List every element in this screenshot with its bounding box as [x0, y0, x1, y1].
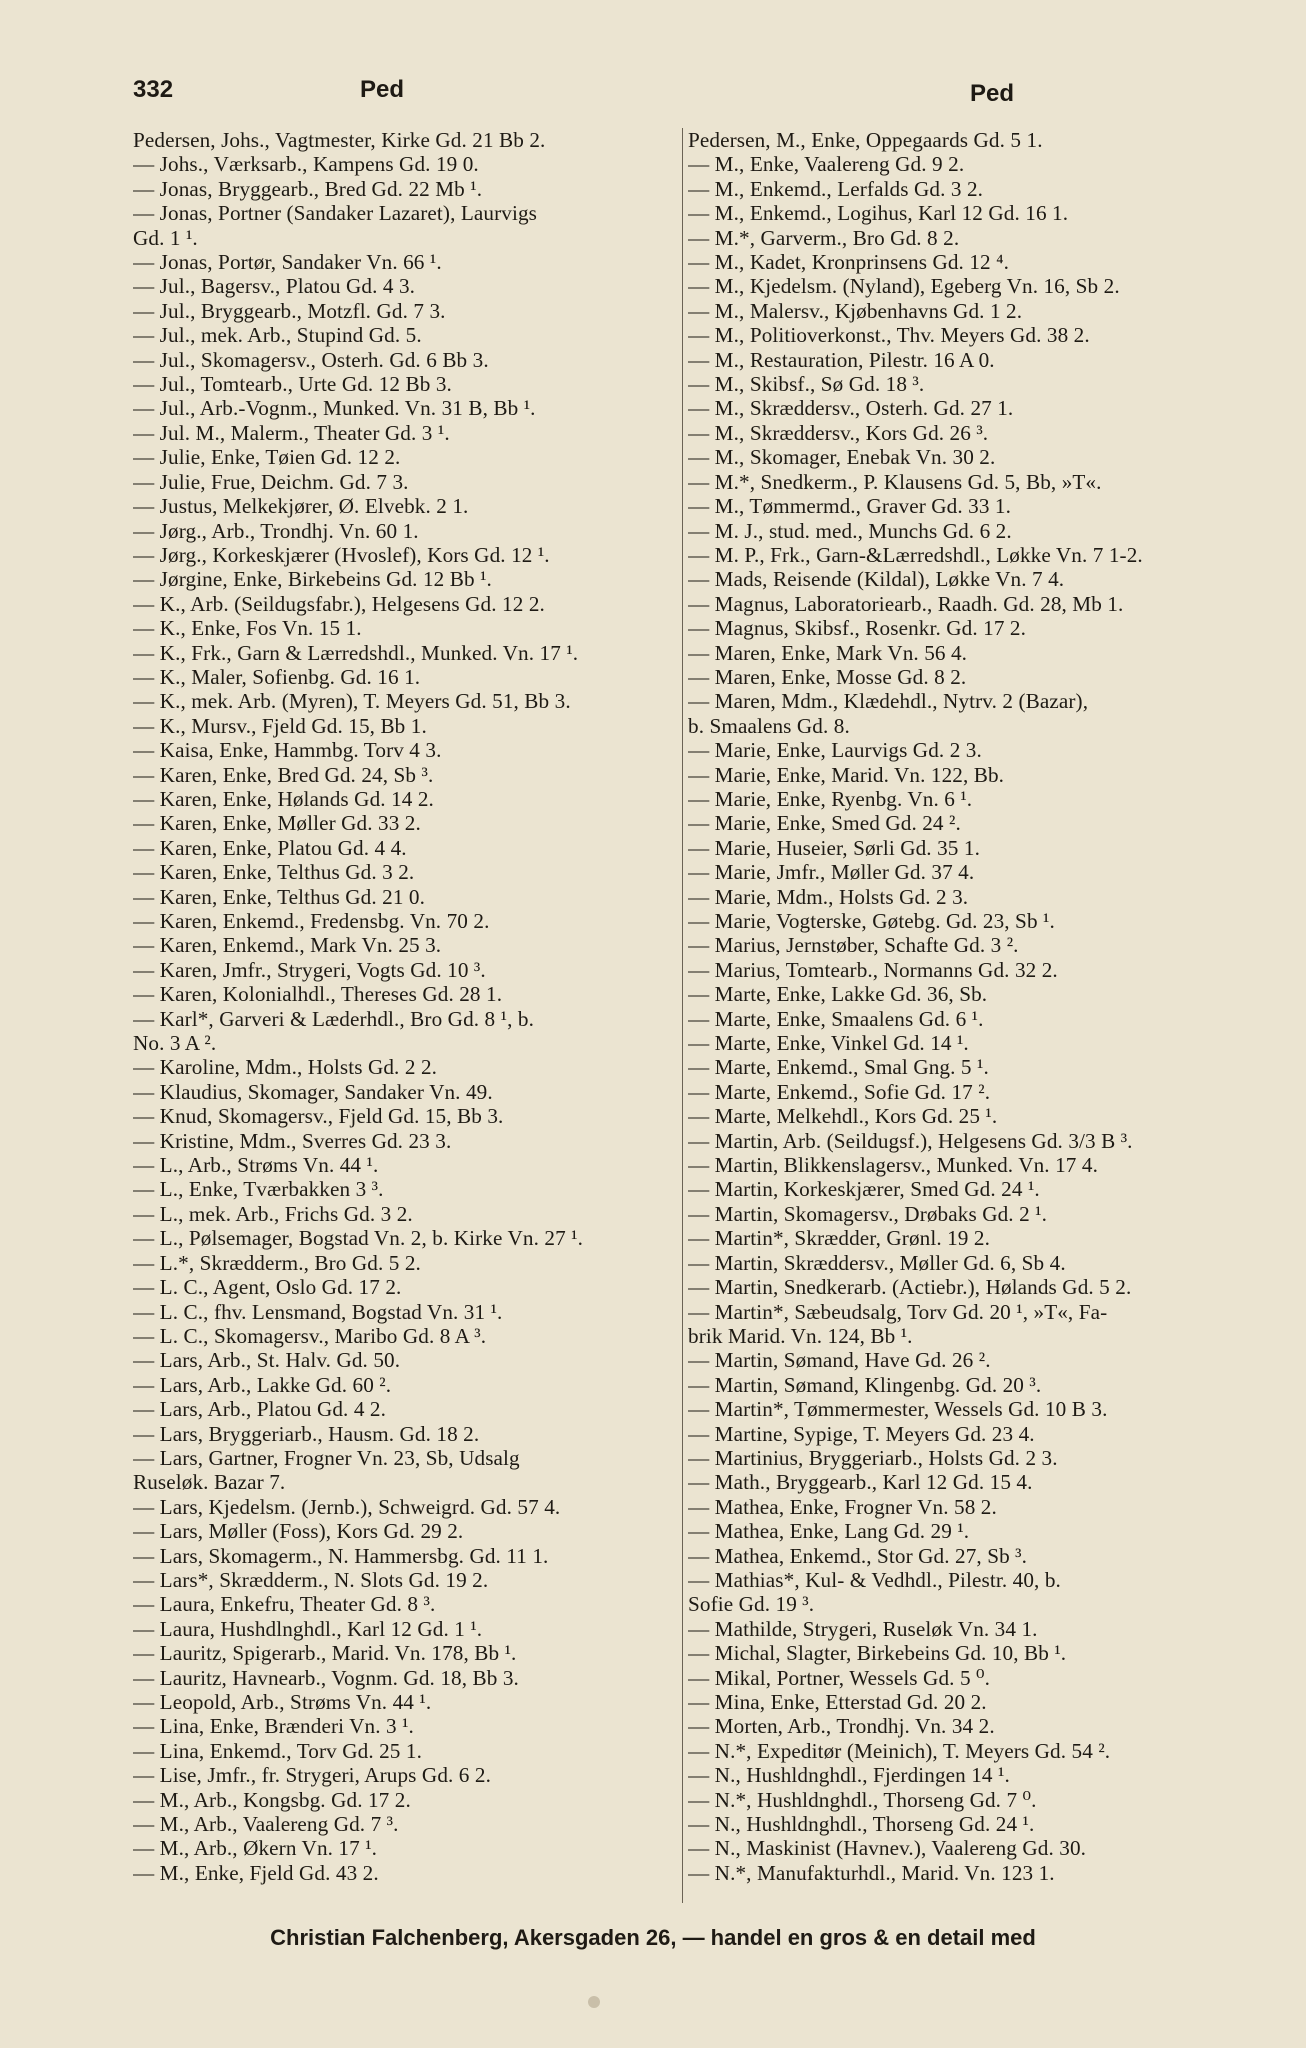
directory-entry: — K., Mursv., Fjeld Gd. 15, Bb 1.	[133, 713, 427, 738]
directory-entry: brik Marid. Vn. 124, Bb ¹.	[688, 1323, 913, 1348]
directory-entry: — Martin, Skomagersv., Drøbaks Gd. 2 ¹.	[688, 1201, 1048, 1226]
directory-entry: — Karen, Jmfr., Strygeri, Vogts Gd. 10 ³.	[133, 957, 486, 982]
directory-entry: — Martin*, Sæbeudsalg, Torv Gd. 20 ¹, »T«, Fa-	[688, 1299, 1108, 1324]
directory-entry: — Marie, Vogterske, Gøtebg. Gd. 23, Sb ¹.	[688, 909, 1055, 933]
directory-entry: — Karen, Enke, Platou Gd. 4 4.	[133, 835, 407, 860]
directory-entry: — Karen, Kolonialhdl., Thereses Gd. 28 1.	[133, 982, 503, 1007]
directory-entry: — M., Arb., Kongsbg. Gd. 17 2.	[133, 1787, 411, 1812]
directory-entry: — Jonas, Portør, Sandaker Vn. 66 ¹.	[133, 250, 442, 275]
directory-entry: — L. C., Agent, Oslo Gd. 17 2.	[133, 1275, 402, 1300]
directory-entry: — M., Skomager, Enebak Vn. 30 2.	[688, 445, 996, 470]
directory-entry: — M., Enkemd., Logihus, Karl 12 Gd. 16 1.	[688, 201, 1069, 226]
directory-entry: — Julie, Enke, Tøien Gd. 12 2.	[133, 445, 401, 470]
right-column-heading: Ped	[970, 80, 1015, 107]
directory-entry: — Magnus, Laboratoriearb., Raadh. Gd. 28, Mb 1.	[688, 591, 1124, 616]
directory-entry: — Karen, Enke, Hølands Gd. 14 2.	[133, 786, 434, 811]
directory-entry: — Martin, Snedkerarb. (Actiebr.), Hølands Gd. 5 2.	[688, 1275, 1132, 1300]
directory-entry: — Jul., Bryggearb., Motzfl. Gd. 7 3.	[133, 298, 446, 323]
left-column-heading: Ped	[360, 76, 405, 103]
directory-entry: — Marte, Enke, Lakke Gd. 36, Sb.	[688, 982, 988, 1007]
directory-entry: — Jul., Skomagersv., Osterh. Gd. 6 Bb 3.	[133, 347, 489, 372]
directory-entry: — Leopold, Arb., Strøms Vn. 44 ¹.	[133, 1690, 432, 1714]
directory-entry: — Mathias*, Kul- & Vedhdl., Pilestr. 40, b.	[688, 1567, 1061, 1592]
directory-entry: — Lars*, Skrædderm., N. Slots Gd. 19 2.	[133, 1567, 489, 1592]
directory-entry: — Marius, Tomtearb., Normanns Gd. 32 2.	[688, 957, 1058, 982]
directory-entry: — Lina, Enke, Brænderi Vn. 3 ¹.	[133, 1714, 414, 1739]
directory-entry: — Knud, Skomagersv., Fjeld Gd. 15, Bb 3.	[133, 1104, 504, 1129]
column-divider	[682, 128, 683, 1903]
directory-entry: — Karen, Enke, Telthus Gd. 21 0.	[133, 884, 426, 909]
directory-entry: — M., Enke, Fjeld Gd. 43 2.	[133, 1860, 379, 1885]
directory-entry: — L. C., fhv. Lensmand, Bogstad Vn. 31 ¹.	[133, 1299, 503, 1324]
directory-entry: — L.*, Skrædderm., Bro Gd. 5 2.	[133, 1250, 421, 1275]
directory-entry: — Lars, Bryggeriarb., Hausm. Gd. 18 2.	[133, 1421, 480, 1446]
directory-entry: — N., Hushldnghdl., Fjerdingen 14 ¹.	[688, 1763, 1010, 1788]
directory-entry: — Martin*, Skrædder, Grønl. 19 2.	[688, 1226, 990, 1251]
directory-entry: — Klaudius, Skomager, Sandaker Vn. 49.	[133, 1079, 493, 1104]
directory-entry: — Kristine, Mdm., Sverres Gd. 23 3.	[133, 1128, 452, 1153]
directory-entry: — Karl*, Garveri & Læderhdl., Bro Gd. 8 ¹, b.	[133, 1006, 534, 1031]
directory-entry: — M., Arb., Vaalereng Gd. 7 ³.	[133, 1812, 399, 1837]
directory-entry: — Karen, Enke, Telthus Gd. 3 2.	[133, 860, 415, 885]
directory-entry: — N., Hushldnghdl., Thorseng Gd. 24 ¹.	[688, 1812, 1035, 1837]
directory-entry: — K., Enke, Fos Vn. 15 1.	[133, 616, 362, 641]
right-column	[688, 128, 1246, 1908]
directory-entry: — Karen, Enke, Møller Gd. 33 2.	[133, 811, 421, 836]
directory-entry: — Jul., Arb.-Vognm., Munked. Vn. 31 B, Bb ¹.	[133, 396, 536, 421]
directory-entry: — L., Pølsemager, Bogstad Vn. 2, b. Kirke Vn. 27 ¹.	[133, 1226, 584, 1251]
directory-entry: — Martin, Sømand, Have Gd. 26 ².	[688, 1348, 991, 1373]
directory-entry: — M., Politioverkonst., Thv. Meyers Gd. 38 2.	[688, 323, 1090, 348]
directory-entry: — M., Kjedelsm. (Nyland), Egeberg Vn. 16, Sb 2.	[688, 274, 1120, 299]
directory-entry: — M., Malersv., Kjøbenhavns Gd. 1 2.	[688, 298, 1023, 323]
directory-entry: — Maren, Mdm., Klædehdl., Nytrv. 2 (Bazar),	[688, 689, 1089, 714]
directory-entry: — Lars, Arb., St. Halv. Gd. 50.	[133, 1348, 401, 1373]
directory-entry: — M. P., Frk., Garn-&Lærredshdl., Løkke Vn. 7 1-2.	[688, 542, 1143, 567]
directory-entry: — Martin, Arb. (Seildugsf.), Helgesens Gd. 3/3 B ³.	[688, 1128, 1133, 1153]
directory-entry: — Marie, Enke, Laurvigs Gd. 2 3.	[688, 738, 982, 763]
directory-entry: — Jul., Tomtearb., Urte Gd. 12 Bb 3.	[133, 372, 452, 397]
directory-entry: — Lina, Enkemd., Torv Gd. 25 1.	[133, 1738, 422, 1763]
directory-entry: — N.*, Manufakturhdl., Marid. Vn. 123 1.	[688, 1860, 1055, 1885]
directory-entry: — Martinius, Bryggeriarb., Holsts Gd. 2 3.	[688, 1445, 1058, 1470]
directory-entry: — M., Skræddersv., Kors Gd. 26 ³.	[688, 420, 989, 445]
directory-entry: — N.*, Expeditør (Meinich), T. Meyers Gd. 54 ².	[688, 1738, 1111, 1763]
directory-entry: — Jørg., Korkeskjærer (Hvoslef), Kors Gd. 12 ¹.	[133, 542, 550, 567]
directory-entry: — Marie, Huseier, Sørli Gd. 35 1.	[688, 835, 980, 860]
directory-entry: — M., Enke, Vaalereng Gd. 9 2.	[688, 152, 965, 177]
directory-entry: — Jonas, Portner (Sandaker Lazaret), Laurvigs	[133, 201, 537, 226]
directory-entry: — Lauritz, Havnearb., Vognm. Gd. 18, Bb 3.	[133, 1665, 519, 1690]
directory-entry: — Jul. M., Malerm., Theater Gd. 3 ¹.	[133, 420, 450, 445]
directory-entry: — Marie, Enke, Smed Gd. 24 ².	[688, 811, 961, 836]
directory-entry: — Marie, Enke, Marid. Vn. 122, Bb.	[688, 762, 1005, 787]
directory-entry: — Mikal, Portner, Wessels Gd. 5 ⁰.	[688, 1665, 991, 1690]
directory-entry: Ruseløk. Bazar 7.	[133, 1470, 286, 1495]
directory-entry: — M., Kadet, Kronprinsens Gd. 12 ⁴.	[688, 250, 1010, 275]
directory-entry: — L. C., Skomagersv., Maribo Gd. 8 A ³.	[133, 1323, 487, 1348]
directory-entry: — Julie, Frue, Deichm. Gd. 7 3.	[133, 469, 409, 494]
directory-entry: — Marte, Enkemd., Sofie Gd. 17 ².	[688, 1079, 991, 1104]
directory-entry: — L., Arb., Strøms Vn. 44 ¹.	[133, 1153, 379, 1178]
directory-entry: — Mads, Reisende (Kildal), Løkke Vn. 7 4.	[688, 567, 1065, 592]
directory-entry: — Mathilde, Strygeri, Ruseløk Vn. 34 1.	[688, 1616, 1038, 1641]
directory-entry: Sofie Gd. 19 ³.	[688, 1592, 815, 1617]
directory-entry: — Marte, Melkehdl., Kors Gd. 25 ¹.	[688, 1104, 998, 1129]
directory-entry: — M. J., stud. med., Munchs Gd. 6 2.	[688, 518, 1012, 543]
directory-entry: Pedersen, M., Enke, Oppegaards Gd. 5 1.	[688, 128, 1043, 152]
directory-entry: — Michal, Slagter, Birkebeins Gd. 10, Bb ¹.	[688, 1641, 1067, 1666]
directory-entry: — K., Maler, Sofienbg. Gd. 16 1.	[133, 664, 421, 689]
directory-entry: — M., Skibsf., Sø Gd. 18 ³.	[688, 372, 925, 397]
directory-entry: — M., Enkemd., Lerfalds Gd. 3 2.	[688, 176, 984, 201]
directory-entry: — Marte, Enkemd., Smal Gng. 5 ¹.	[688, 1055, 989, 1080]
directory-entry: — M., Restauration, Pilestr. 16 A 0.	[688, 347, 995, 372]
directory-entry: — Maren, Enke, Mark Vn. 56 4.	[688, 640, 968, 665]
directory-entry: — Magnus, Skibsf., Rosenkr. Gd. 17 2.	[688, 616, 1027, 641]
directory-entry: — K., Frk., Garn & Lærredshdl., Munked. Vn. 17 ¹.	[133, 640, 579, 665]
directory-entry: b. Smaalens Gd. 8.	[688, 713, 850, 738]
directory-entry: — M.*, Snedkerm., P. Klausens Gd. 5, Bb, »T«.	[688, 469, 1102, 494]
directory-entry: — Laura, Hushdlnghdl., Karl 12 Gd. 1 ¹.	[133, 1616, 483, 1641]
directory-entry: — K., mek. Arb. (Myren), T. Meyers Gd. 51, Bb 3.	[133, 689, 571, 714]
directory-entry: — Marte, Enke, Vinkel Gd. 14 ¹.	[688, 1031, 969, 1056]
directory-entry: — M.*, Garverm., Bro Gd. 8 2.	[688, 225, 960, 250]
directory-entry: — Marte, Enke, Smaalens Gd. 6 ¹.	[688, 1006, 984, 1031]
directory-entry: — Justus, Melkekjører, Ø. Elvebk. 2 1.	[133, 494, 469, 519]
directory-entry: — Lars, Kjedelsm. (Jernb.), Schweigrd. Gd. 57 4.	[133, 1494, 561, 1519]
directory-entry: — Lars, Arb., Lakke Gd. 60 ².	[133, 1372, 392, 1397]
directory-entry: — Jonas, Bryggearb., Bred Gd. 22 Mb ¹.	[133, 176, 483, 201]
directory-entry: — Martin, Korkeskjærer, Smed Gd. 24 ¹.	[688, 1177, 1040, 1202]
directory-entry: — Math., Bryggearb., Karl 12 Gd. 15 4.	[688, 1470, 1033, 1495]
directory-entry: Pedersen, Johs., Vagtmester, Kirke Gd. 21 Bb 2.	[133, 128, 546, 152]
directory-entry: — Mina, Enke, Etterstad Gd. 20 2.	[688, 1690, 987, 1714]
directory-entry: — Mathea, Enke, Frogner Vn. 58 2.	[688, 1494, 997, 1519]
directory-entry: — N.*, Hushldnghdl., Thorseng Gd. 7 ⁰.	[688, 1787, 1037, 1812]
directory-entry: — Lars, Arb., Platou Gd. 4 2.	[133, 1397, 387, 1422]
directory-entry: — Marie, Mdm., Holsts Gd. 2 3.	[688, 884, 969, 909]
directory-entry: — L., Enke, Tværbakken 3 ³.	[133, 1177, 384, 1202]
directory-entry: — Karoline, Mdm., Holsts Gd. 2 2.	[133, 1055, 438, 1080]
directory-entry: — Karen, Enkemd., Fredensbg. Vn. 70 2.	[133, 909, 490, 933]
directory-entry: — Lars, Skomagerm., N. Hammersbg. Gd. 11 1.	[133, 1543, 549, 1568]
directory-entry: — Martine, Sypige, T. Meyers Gd. 23 4.	[688, 1421, 1035, 1446]
directory-entry: — Marie, Enke, Ryenbg. Vn. 6 ¹.	[688, 786, 973, 811]
directory-entry: — M., Tømmermd., Graver Gd. 33 1.	[688, 494, 1012, 519]
directory-entry: — Martin, Sømand, Klingenbg. Gd. 20 ³.	[688, 1372, 1042, 1397]
directory-entry: — Marius, Jernstøber, Schafte Gd. 3 ².	[688, 933, 1019, 958]
directory-entry: — Martin, Blikkenslagersv., Munked. Vn. 17 4.	[688, 1153, 1098, 1178]
directory-entry: — K., Arb. (Seildugsfabr.), Helgesens Gd. 12 2.	[133, 591, 545, 616]
directory-entry: — N., Maskinist (Havnev.), Vaalereng Gd. 30.	[688, 1836, 1087, 1861]
directory-entry: — Jul., Bagersv., Platou Gd. 4 3.	[133, 274, 416, 299]
directory-entry: Gd. 1 ¹.	[133, 225, 198, 250]
directory-entry: — Karen, Enke, Bred Gd. 24, Sb ³.	[133, 762, 434, 787]
ink-smudge	[588, 1996, 600, 2008]
directory-entry: — Mathea, Enke, Lang Gd. 29 ¹.	[688, 1519, 970, 1544]
left-column	[133, 128, 678, 1908]
footer-advertisement: Christian Falchenberg, Akersgaden 26, — handel en gros & en detail med	[270, 1925, 1036, 1950]
directory-entry: — Karen, Enkemd., Mark Vn. 25 3.	[133, 933, 442, 958]
directory-entry: — Laura, Enkefru, Theater Gd. 8 ³.	[133, 1592, 436, 1617]
directory-entry: — M., Arb., Økern Vn. 17 ¹.	[133, 1836, 378, 1861]
directory-entry: — Mathea, Enkemd., Stor Gd. 27, Sb ³.	[688, 1543, 1028, 1568]
directory-entry: — L., mek. Arb., Frichs Gd. 3 2.	[133, 1201, 413, 1226]
directory-entry: — Morten, Arb., Trondhj. Vn. 34 2.	[688, 1714, 995, 1739]
directory-entry: — Lise, Jmfr., fr. Strygeri, Arups Gd. 6 2.	[133, 1763, 491, 1788]
directory-entry: — Marie, Jmfr., Møller Gd. 37 4.	[688, 860, 975, 885]
directory-entry: — Jul., mek. Arb., Stupind Gd. 5.	[133, 323, 422, 348]
directory-entry: — M., Skræddersv., Osterh. Gd. 27 1.	[688, 396, 1014, 421]
directory-entry: — Martin*, Tømmermester, Wessels Gd. 10 B 3.	[688, 1397, 1108, 1422]
directory-entry: No. 3 A ².	[133, 1031, 217, 1056]
directory-entry: — Lars, Gartner, Frogner Vn. 23, Sb, Udsalg	[133, 1445, 520, 1470]
page-number: 332	[133, 76, 174, 103]
directory-entry: — Lauritz, Spigerarb., Marid. Vn. 178, Bb ¹.	[133, 1641, 517, 1666]
directory-entry: — Kaisa, Enke, Hammbg. Torv 4 3.	[133, 738, 442, 763]
directory-entry: — Jørgine, Enke, Birkebeins Gd. 12 Bb ¹.	[133, 567, 492, 592]
directory-entry: — Maren, Enke, Mosse Gd. 8 2.	[688, 664, 967, 689]
directory-entry: — Jørg., Arb., Trondhj. Vn. 60 1.	[133, 518, 419, 543]
directory-entry: — Lars, Møller (Foss), Kors Gd. 29 2.	[133, 1519, 464, 1544]
directory-entry: — Martin, Skræddersv., Møller Gd. 6, Sb 4.	[688, 1250, 1066, 1275]
directory-entry: — Johs., Værksarb., Kampens Gd. 19 0.	[133, 152, 479, 177]
page-header	[0, 72, 1306, 112]
